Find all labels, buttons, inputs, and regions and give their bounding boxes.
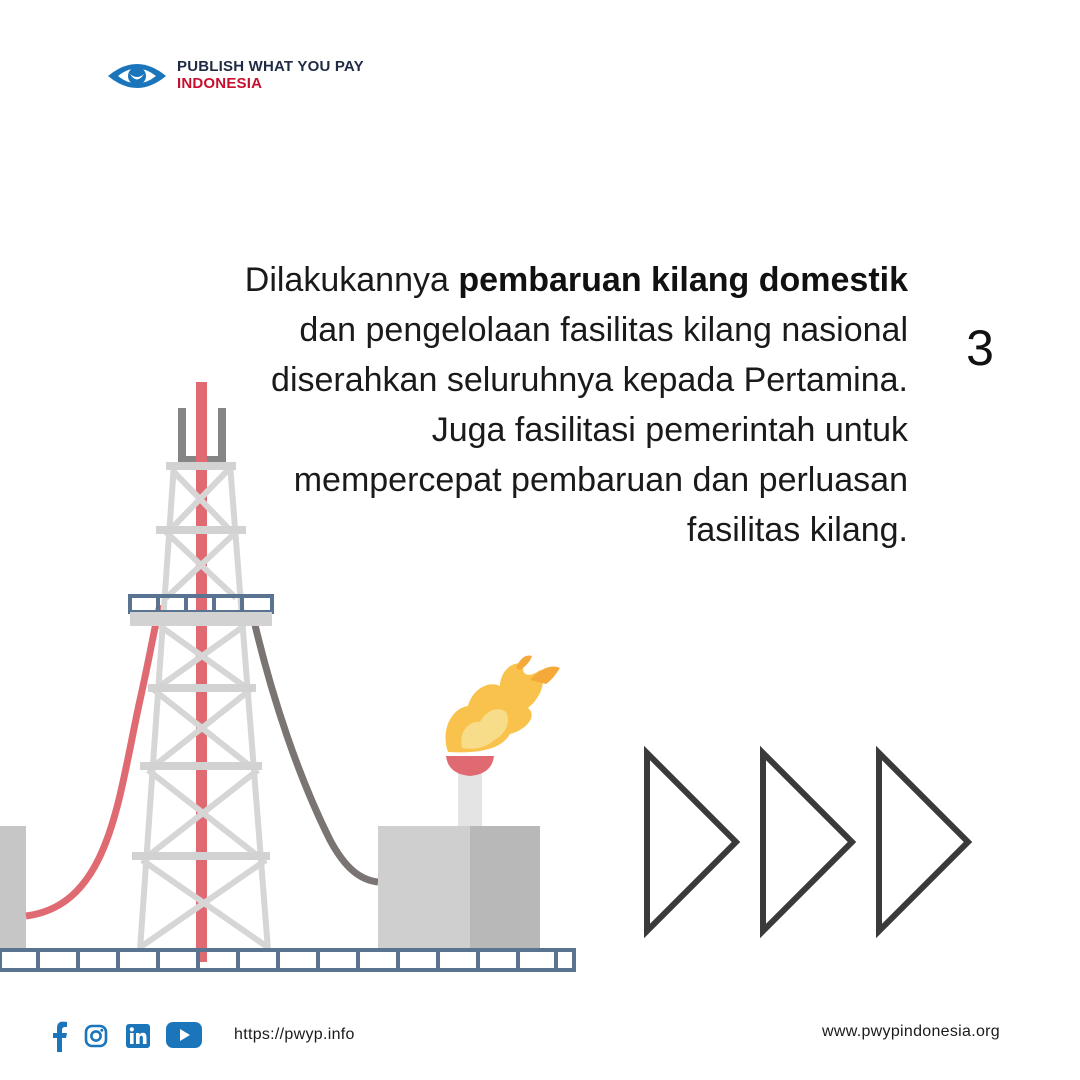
facebook-icon[interactable] [50,1020,68,1052]
instagram-icon[interactable] [84,1024,108,1048]
linkedin-icon[interactable] [126,1024,150,1048]
footer-link-website[interactable]: www.pwypindonesia.org [822,1023,1000,1040]
youtube-icon[interactable] [166,1022,202,1048]
body-text-lead: Dilakukannya [244,261,459,299]
brand-name-line2: INDONESIA [177,75,263,92]
body-text-bold: pembaruan kilang domestik [458,261,908,299]
social-icons [48,1020,218,1054]
next-arrows-icon[interactable] [630,740,990,940]
slide-number: 3 [966,320,994,376]
oil-refinery-illustration [0,370,600,980]
eye-logo-icon [106,58,168,94]
footer-link-pwyp[interactable]: https://pwyp.info [234,1026,355,1043]
brand-logo [106,56,376,96]
brand-name-line1: PUBLISH WHAT YOU PAY [177,58,364,75]
body-text-rest: dan pengelolaan fasilitas kilang nasional diserahkan seluruhnya kepada Pertamina. Juga fasilitasi pemerintah untuk mempercepat pembaruan dan perluasan fasilitas kilang. [271,311,908,549]
